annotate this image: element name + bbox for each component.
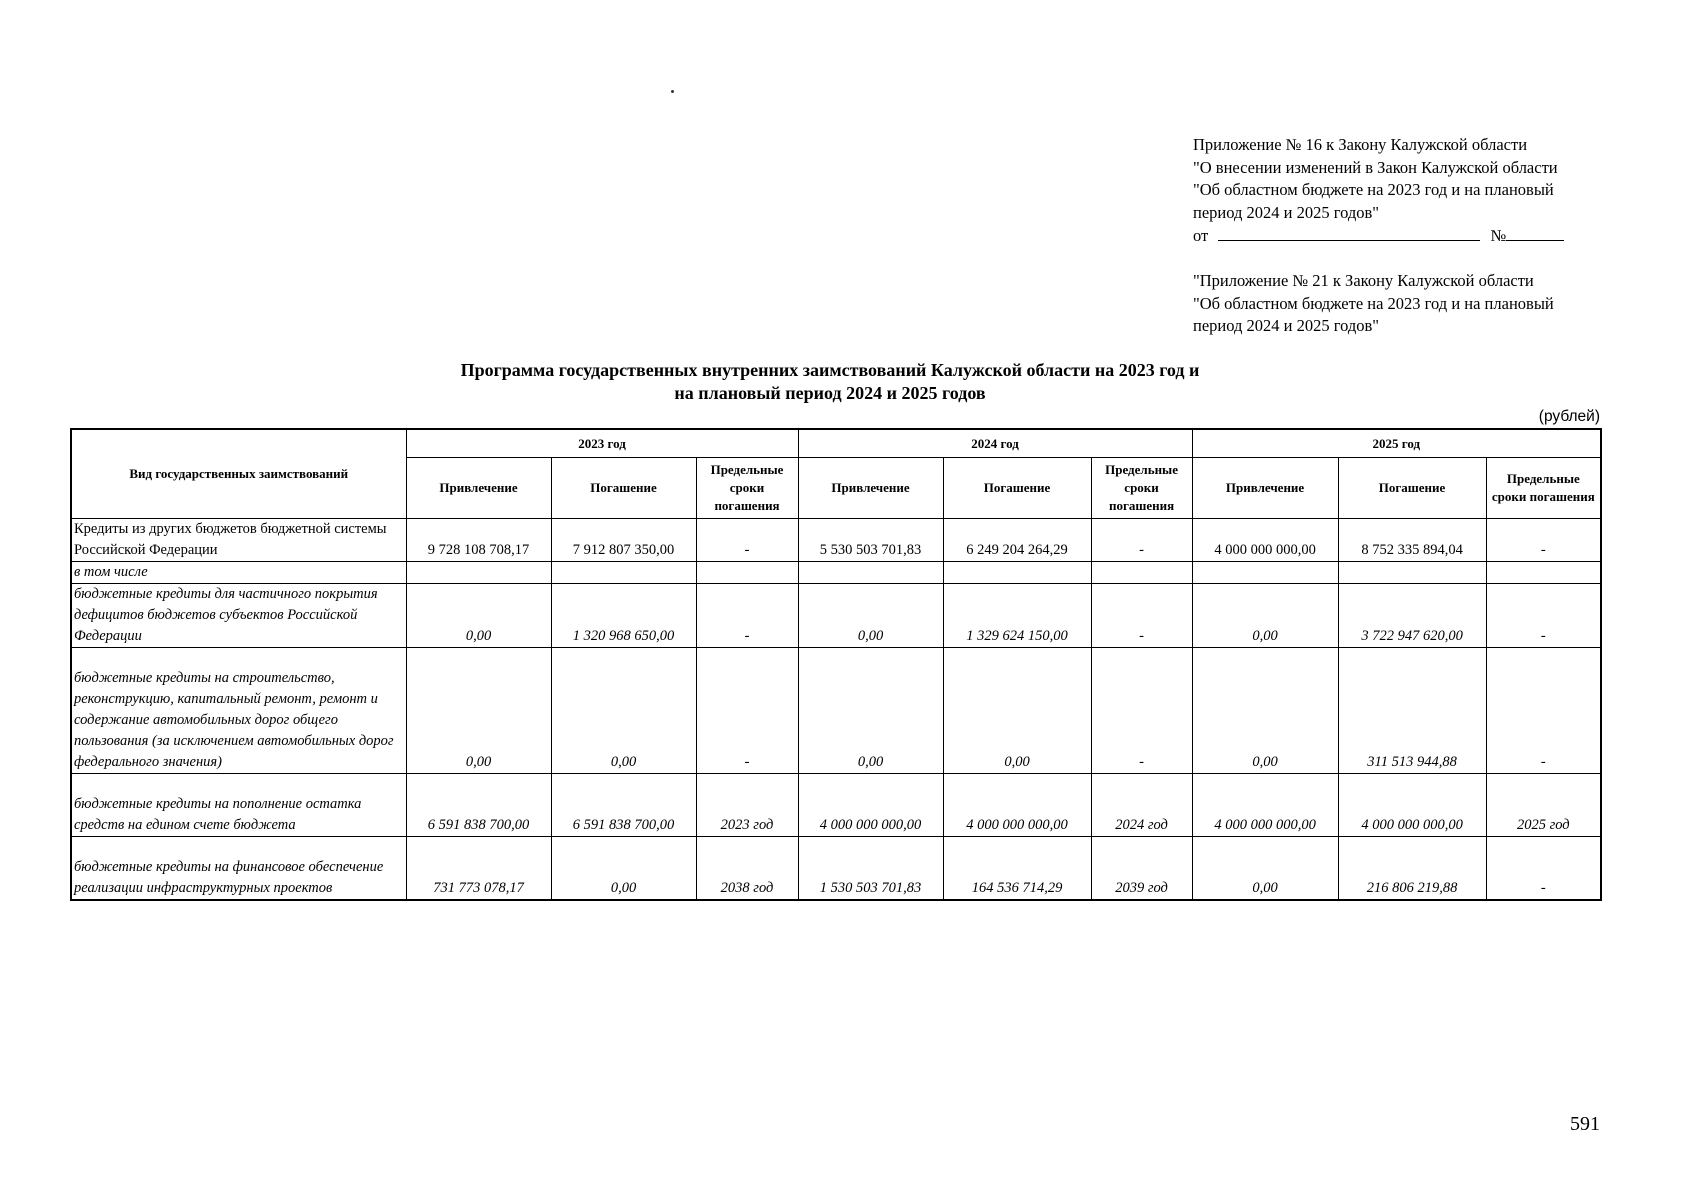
table-row [71,774,1601,837]
from-label: от [1193,226,1209,245]
annex-line: период 2024 и 2025 годов" [1193,202,1380,222]
term-header: Предельные сроки погашения [1486,458,1601,519]
unit-label: (рублей) [1538,408,1600,425]
amount-cell: 5 530 503 701,83 [798,519,943,562]
amount-cell: 6 591 838 700,00 [406,774,551,837]
row-label: бюджетные кредиты на пополнение остатка средств на едином счете бюджета [71,774,406,837]
amount-cell [1192,562,1338,584]
row-label: бюджетные кредиты на строительство, реконструкцию, капитальный ремонт, ремонт и содержание автомобильных дорог общего пользования (за исключением автомобильных дорог федерального значения) [71,648,406,774]
number-label: № [1490,226,1507,245]
borrowings-table [70,428,1602,901]
amount-cell: 1 329 624 150,00 [943,584,1091,648]
number-blank [1506,224,1564,241]
annex-header [1193,134,1564,248]
prev-annex-line: период 2024 и 2025 годов" [1193,316,1380,335]
year-header: 2024 год [798,429,1192,458]
term-cell: - [696,584,798,648]
attraction-header: Привлечение [1192,458,1338,519]
term-cell [1486,562,1601,584]
term-cell: 2039 год [1091,837,1192,900]
term-cell: - [696,648,798,774]
title-line: Программа государственных внутренних заимствований Калужской области на 2023 год и [460,360,1200,380]
term-cell: - [1091,648,1192,774]
term-cell: - [1486,837,1601,900]
term-cell: - [1486,584,1601,648]
term-cell [696,562,798,584]
attraction-header: Привлечение [798,458,943,519]
scan-speck [671,90,674,93]
amount-cell [943,562,1091,584]
year-header: 2025 год [1192,429,1601,458]
amount-cell: 4 000 000 000,00 [1192,774,1338,837]
table-row [71,519,1601,562]
prev-annex-line: "Об областном бюджете на 2023 год и на плановый [1193,293,1554,313]
date-number-line [1193,224,1564,248]
amount-cell: 0,00 [1192,584,1338,648]
row-label: Кредиты из других бюджетов бюджетной системы Российской Федерации [71,519,406,562]
amount-cell: 0,00 [798,648,943,774]
annex-line: Приложение № 16 к Закону Калужской области [1193,135,1528,154]
row-label: бюджетные кредиты на финансовое обеспечение реализации инфраструктурных проектов [71,837,406,900]
amount-cell: 164 536 714,29 [943,837,1091,900]
attraction-header: Привлечение [406,458,551,519]
year-header-row [71,429,1601,458]
amount-cell: 0,00 [1192,837,1338,900]
amount-cell: 6 591 838 700,00 [551,774,696,837]
term-cell: 2038 год [696,837,798,900]
amount-cell: 0,00 [406,648,551,774]
document-title [330,359,1330,405]
amount-cell: 731 773 078,17 [406,837,551,900]
table-row [71,562,1601,584]
term-cell: 2023 год [696,774,798,837]
amount-cell: 216 806 219,88 [1338,837,1486,900]
repayment-header: Погашение [1338,458,1486,519]
annex-line: "О внесении изменений в Закон Калужской области [1193,157,1558,177]
amount-cell: 4 000 000 000,00 [1192,519,1338,562]
amount-cell: 7 912 807 350,00 [551,519,696,562]
table-body [71,519,1601,900]
amount-cell: 0,00 [406,584,551,648]
term-cell: 2024 год [1091,774,1192,837]
amount-cell [551,562,696,584]
table-row [71,584,1601,648]
amount-cell: 4 000 000 000,00 [943,774,1091,837]
term-cell: - [1091,519,1192,562]
amount-cell [798,562,943,584]
amount-cell [406,562,551,584]
amount-cell: 0,00 [943,648,1091,774]
term-cell [1091,562,1192,584]
amount-cell: 6 249 204 264,29 [943,519,1091,562]
repayment-header: Погашение [943,458,1091,519]
term-cell: - [696,519,798,562]
amount-cell: 0,00 [1192,648,1338,774]
row-label: в том числе [71,562,406,584]
amount-cell: 311 513 944,88 [1338,648,1486,774]
annex-line: "Об областном бюджете на 2023 год и на плановый [1193,180,1554,199]
amount-cell: 1 530 503 701,83 [798,837,943,900]
term-cell: 2025 год [1486,774,1601,837]
page-number: 591 [1570,1113,1600,1135]
amount-cell: 0,00 [551,648,696,774]
title-line: на плановый период 2024 и 2025 годов [674,383,986,403]
term-header: Предельные сроки погашения [696,458,798,519]
kind-column-header: Вид государственных заимствований [71,429,406,519]
term-cell: - [1486,648,1601,774]
amount-cell: 4 000 000 000,00 [1338,774,1486,837]
prev-annex-line: "Приложение № 21 к Закону Калужской области [1193,271,1534,290]
amount-cell: 4 000 000 000,00 [798,774,943,837]
amount-cell: 9 728 108 708,17 [406,519,551,562]
row-label: бюджетные кредиты для частичного покрытия дефицитов бюджетов субъектов Российской Федерации [71,584,406,648]
term-cell: - [1091,584,1192,648]
amount-cell: 0,00 [798,584,943,648]
term-cell: - [1486,519,1601,562]
amount-cell: 1 320 968 650,00 [551,584,696,648]
table-row [71,837,1601,900]
repayment-header: Погашение [551,458,696,519]
term-header: Предельные сроки погашения [1091,458,1192,519]
amount-cell: 0,00 [551,837,696,900]
amount-cell: 8 752 335 894,04 [1338,519,1486,562]
amount-cell [1338,562,1486,584]
previous-annex-header [1193,270,1554,338]
amount-cell: 3 722 947 620,00 [1338,584,1486,648]
table-row [71,648,1601,774]
date-blank [1218,224,1480,241]
year-header: 2023 год [406,429,798,458]
